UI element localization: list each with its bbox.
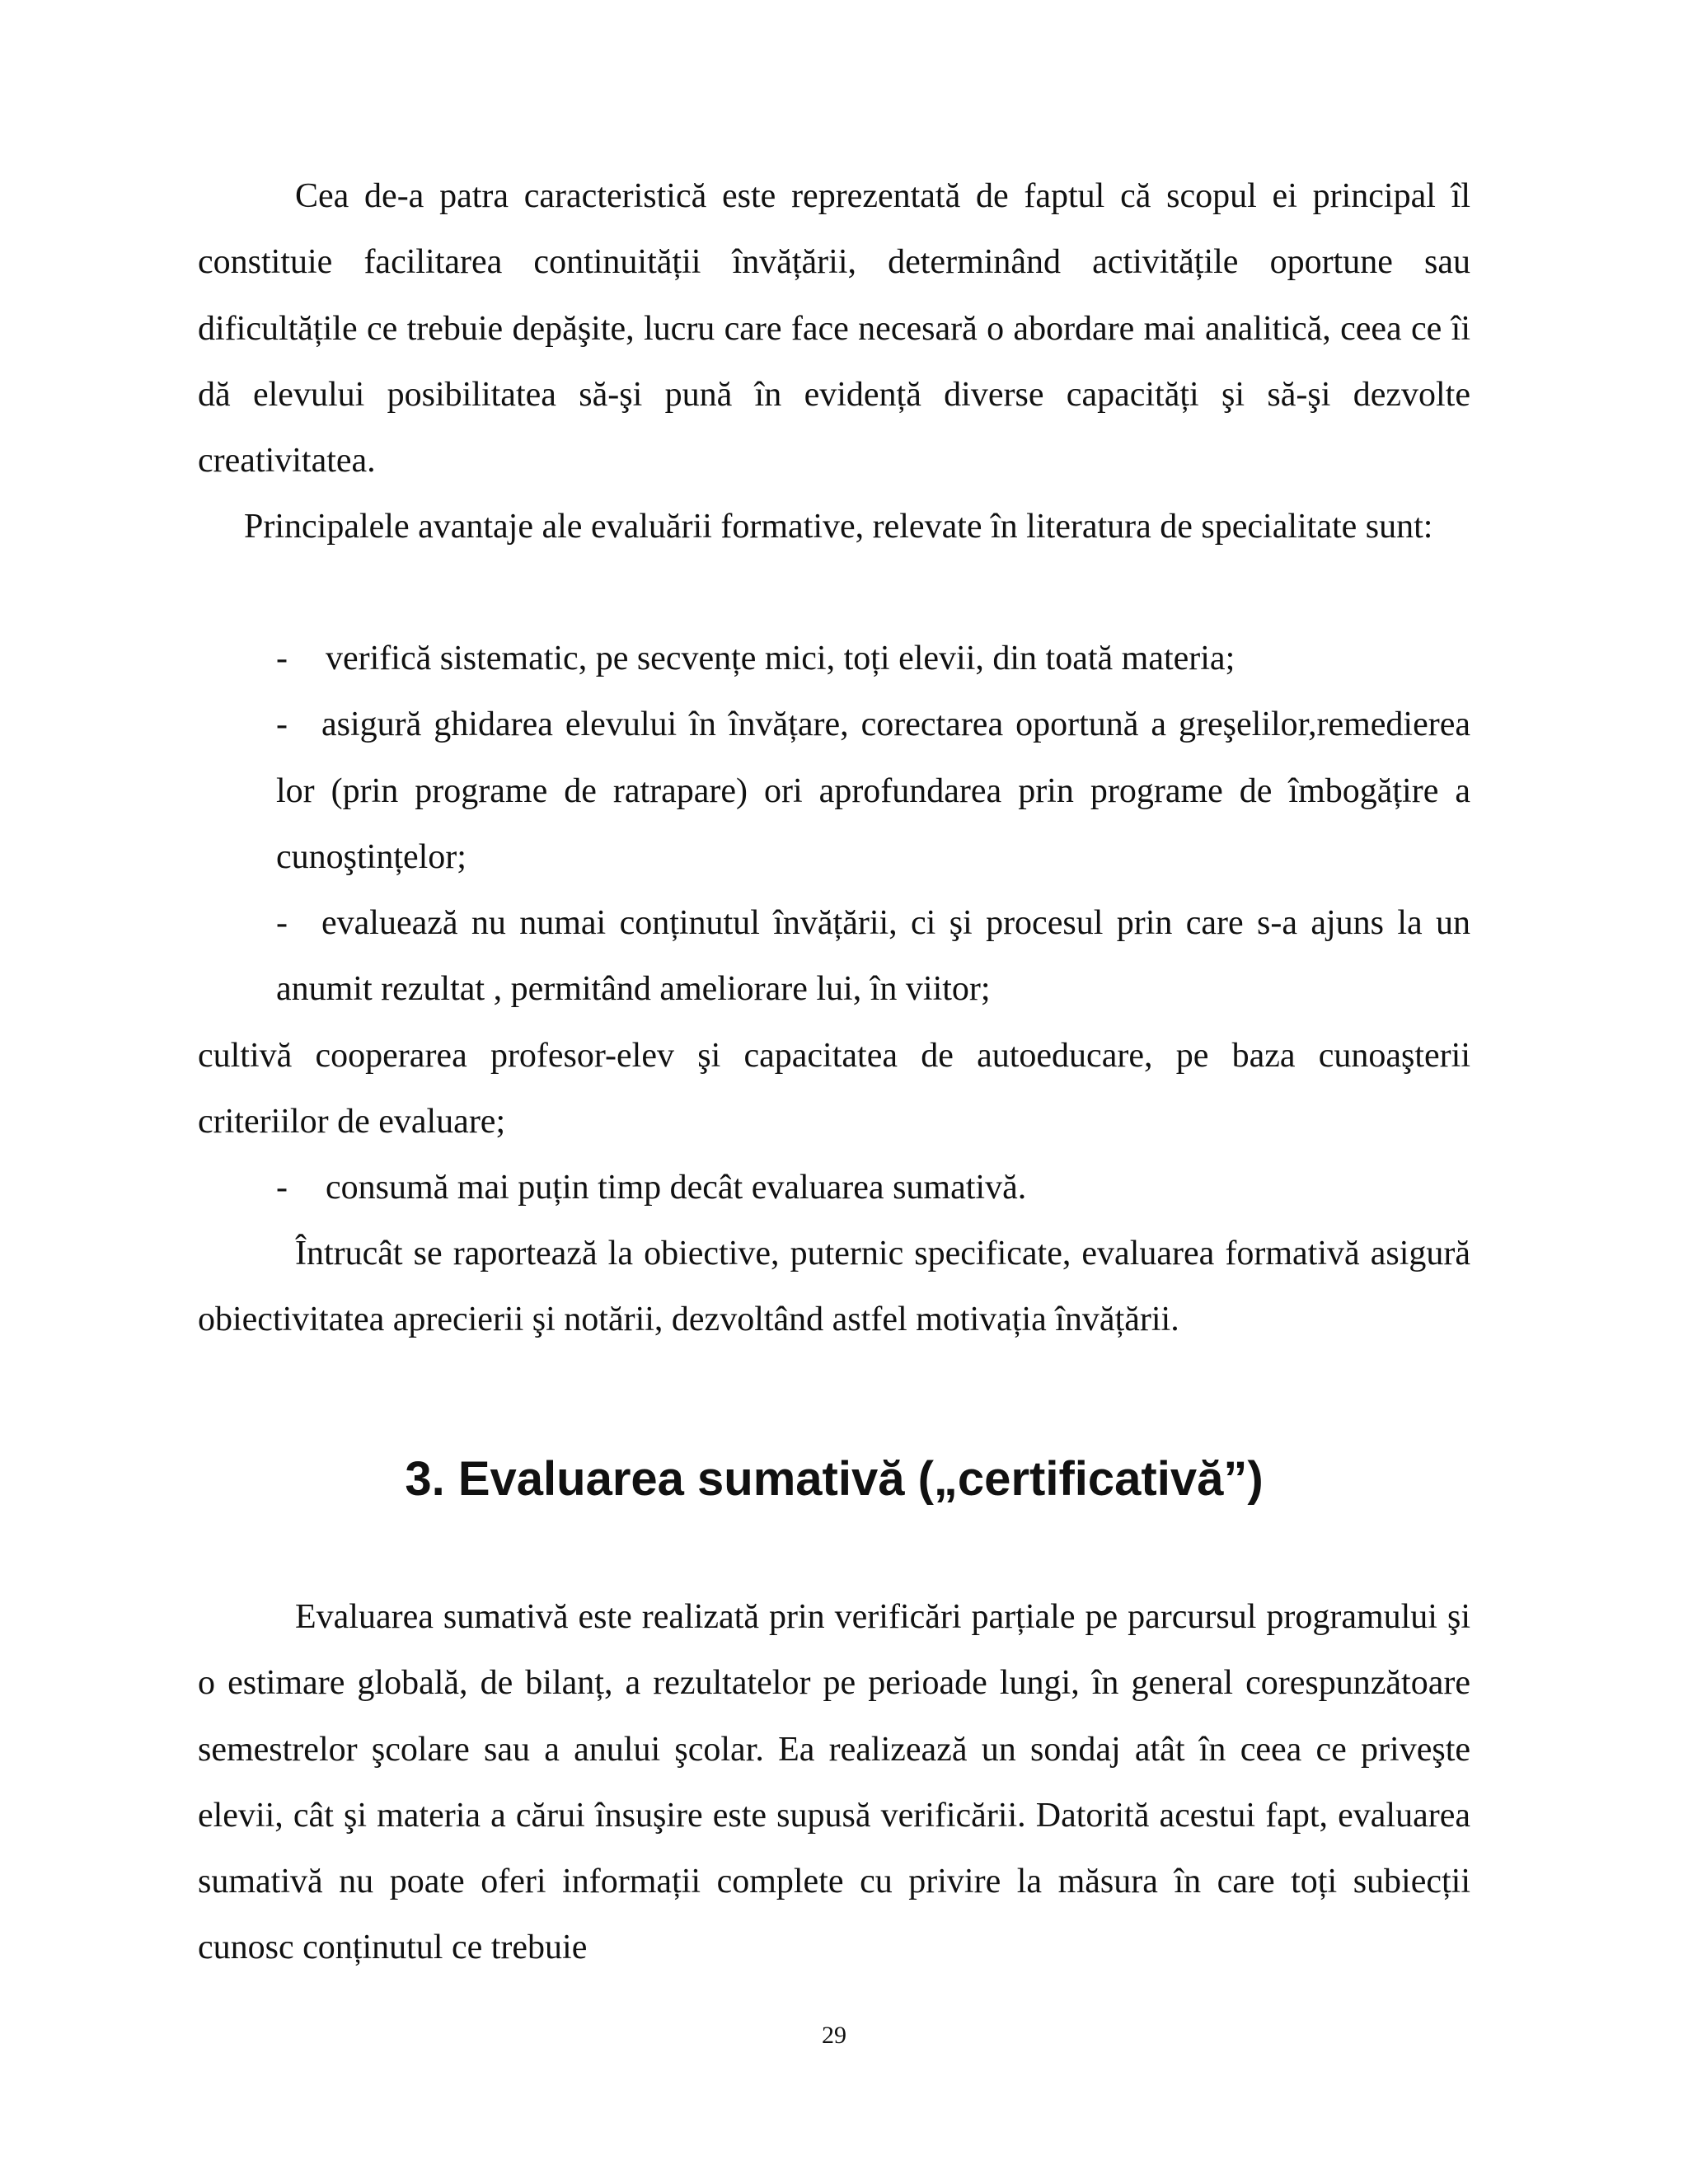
advantages-list-continued <box>198 1155 1470 1221</box>
list-item-text: evaluează nu numai conținutul învățării, ci şi procesul prin care s-a ajuns la un anumit rezultat , permitând ameliorare lui, în viitor; <box>276 904 1470 1009</box>
advantages-list <box>198 626 1470 1023</box>
paragraph-advantages-intro: Principalele avantaje ale evaluării formative, relevate în literatura de specialitate sunt: <box>244 508 1433 546</box>
paragraph-summative-evaluation: Evaluarea sumativă este realizată prin verificări parțiale pe parcursul programului şi o estimare globală, de bilanț, a rezultatelor pe perioade lungi, în general corespunzătoare semestrelor şcolare sau a anului şcolar. Ea realizează un sondaj atât în ceea ce priveşte elevii, cât şi materia a cărui însuşire este supusă verificării. Datorită acestui fapt, evaluarea sumativă nu poate oferi informații complete cu privire la măsura în care toți subiecții cunosc conținutul ce trebuie <box>198 1598 1470 1967</box>
list-dash: - <box>276 705 288 744</box>
list-dash: - <box>276 1169 288 1207</box>
list-item-text: verifică sistematic, pe secvențe mici, toți elevii, din toată materia; <box>326 640 1236 677</box>
list-dash: - <box>276 904 288 943</box>
list-item <box>198 691 1470 890</box>
page-number: 29 <box>822 2022 846 2049</box>
list-item <box>198 890 1470 1023</box>
list-dash: - <box>276 640 288 677</box>
paragraph-cooperation: cultivă cooperarea profesor-elev şi capacitatea de autoeducare, pe baza cunoaşterii criteriilor de evaluare; <box>198 1037 1470 1141</box>
section-heading: 3. Evaluarea sumativă („certificativă”) <box>405 1452 1264 1506</box>
paragraph-objectivity: Întrucât se raportează la obiective, puternic specificate, evaluarea formativă asigură obiectivitatea aprecierii şi notării, dezvoltând astfel motivația învățării. <box>198 1235 1470 1339</box>
list-item <box>198 1155 1470 1221</box>
list-item-text: asigură ghidarea elevului în învățare, corectarea oportună a greşelilor,remedierea lor (prin programe de ratrapare) ori aprofundarea prin programe de îmbogățire a cunoştințelor; <box>276 705 1470 876</box>
paragraph-fourth-characteristic: Cea de-a patra caracteristică este reprezentată de faptul că scopul ei principal îl constituie facilitarea continuității învățării, determinând activitățile oportune sau dificultățile ce trebuie depăşite, lucru care face necesară o abordare mai analitică, ceea ce îi dă elevului posibilitatea să-şi pună în evidență diverse capacități şi să-şi dezvolte creativitatea. <box>198 177 1470 480</box>
document-page <box>198 0 1470 2184</box>
list-item-text: consumă mai puțin timp decât evaluarea sumativă. <box>326 1169 1027 1207</box>
list-item <box>198 626 1470 691</box>
